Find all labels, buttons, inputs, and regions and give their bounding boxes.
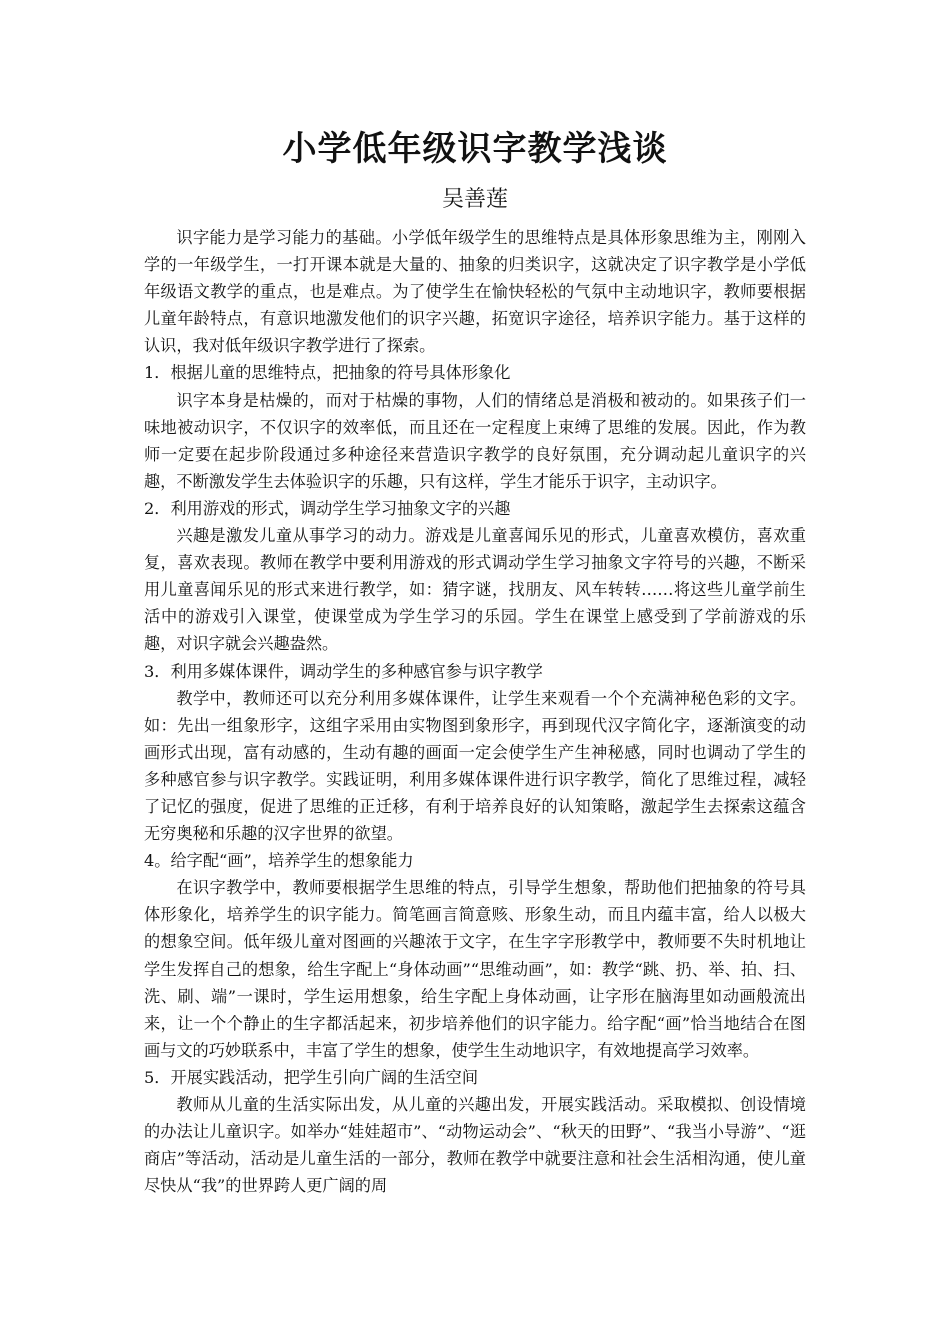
section-paragraph-1: 识字本身是枯燥的，而对于枯燥的事物，人们的情绪总是消极和被动的。如果孩子们一味地被动识字，不仅识字的效率低，而且还在一定程度上束缚了思维的发展。因此，作为教师一定要在起步阶段通过多种途径来营造识字教学的良好氛围，充分调动起儿童识字的兴趣，不断激发学生去体验识字的乐趣，只有这样，学生才能乐于识字，主动识字。 bbox=[144, 390, 806, 491]
section-paragraph-2: 兴趣是激发儿童从事学习的动力。游戏是儿童喜闻乐见的形式，儿童喜欢模仿，喜欢重复，喜欢表现。教师在教学中要利用游戏的形式调动学生学习抽象文字符号的兴趣，不断采用儿童喜闻乐见的形式来进行教学，如：猜字谜，找朋友、风车转转……将这些儿童学前生活中的游戏引入课堂，使课堂成为学生学习的乐园。学生在课堂上感受到了学前游戏的乐趣，对识字就会兴趣盎然。 bbox=[144, 526, 806, 654]
section-paragraph-4: 在识字教学中，教师要根据学生思维的特点，引导学生想象，帮助他们把抽象的符号具体形象化，培养学生的识字能力。简笔画言简意赅、形象生动，而且内蕴丰富，给人以极大的想象空间。低年级儿童对图画的兴趣浓于文字，在生字字形教学中，教师要不失时机地让学生发挥自己的想象，给生字配上“身体动画”“思维动画”，如：教学“跳、扔、举、拍、扫、洗、刷、端”一课时，学生运用想象，给生字配上身体动画，让字形在脑海里如动画般流出来，让一个个静止的生字都活起来，初步培养他们的识字能力。给字配“画”恰当地结合在图画与文的巧妙联系中，丰富了学生的想象，使学生生动地识字，有效地提高学习效率。 bbox=[144, 878, 806, 1060]
article-body bbox=[144, 224, 806, 1199]
intro-paragraph: 识字能力是学习能力的基础。小学低年级学生的思维特点是具体形象思维为主，刚刚入学的一年级学生，一打开课本就是大量的、抽象的归类识字，这就决定了识字教学是小学低年级语文教学的重点，也是难点。为了使学生在愉快轻松的气氛中主动地识字，教师要根据儿童年龄特点，有意识地激发他们的识字兴趣，拓宽识字途径，培养识字能力。基于这样的认识，我对低年级识字教学进行了探索。 bbox=[144, 228, 806, 356]
section-heading-3: 3．利用多媒体课件，调动学生的多种感官参与识字教学 bbox=[144, 661, 543, 681]
section-heading-4: 4。给字配“画”，培养学生的想象能力 bbox=[144, 851, 414, 871]
section-heading-5: 5．开展实践活动，把学生引向广阔的生活空间 bbox=[144, 1067, 479, 1087]
section-heading-1: 1．根据儿童的思维特点，把抽象的符号具体形象化 bbox=[144, 363, 511, 383]
section-paragraph-5: 教师从儿童的生活实际出发，从儿童的兴趣出发，开展实践活动。采取模拟、创设情境的办法让儿童识字。如举办“娃娃超市”、“动物运动会”、“秋天的田野”、“我当小导游”、“逛商店”等活动，活动是儿童生活的一部分，教师在教学中就要注意和社会生活相沟通，使儿童尽快从“我”的世界跨人更广阔的周 bbox=[144, 1095, 806, 1196]
section-heading-2: 2．利用游戏的形式，调动学生学习抽象文字的兴趣 bbox=[144, 498, 511, 518]
section-paragraph-3: 教学中，教师还可以充分利用多媒体课件，让学生来观看一个个充满神秘色彩的文字。如：先出一组象形字，这组字采用由实物图到象形字，再到现代汉字简化字，逐渐演变的动画形式出现，富有动感的，生动有趣的画面一定会使学生产生神秘感，同时也调动了学生的多种感官参与识字教学。实践证明，利用多媒体课件进行识字教学，简化了思维过程，减轻了记忆的强度，促进了思维的正迁移，有利于培养良好的认知策略，激起学生去探索这蕴含无穷奥秘和乐趣的汉字世界的欲望。 bbox=[144, 688, 806, 844]
document-title: 小学低年级识字教学浅谈 bbox=[282, 129, 668, 169]
author-name: 吴善莲 bbox=[441, 187, 508, 212]
